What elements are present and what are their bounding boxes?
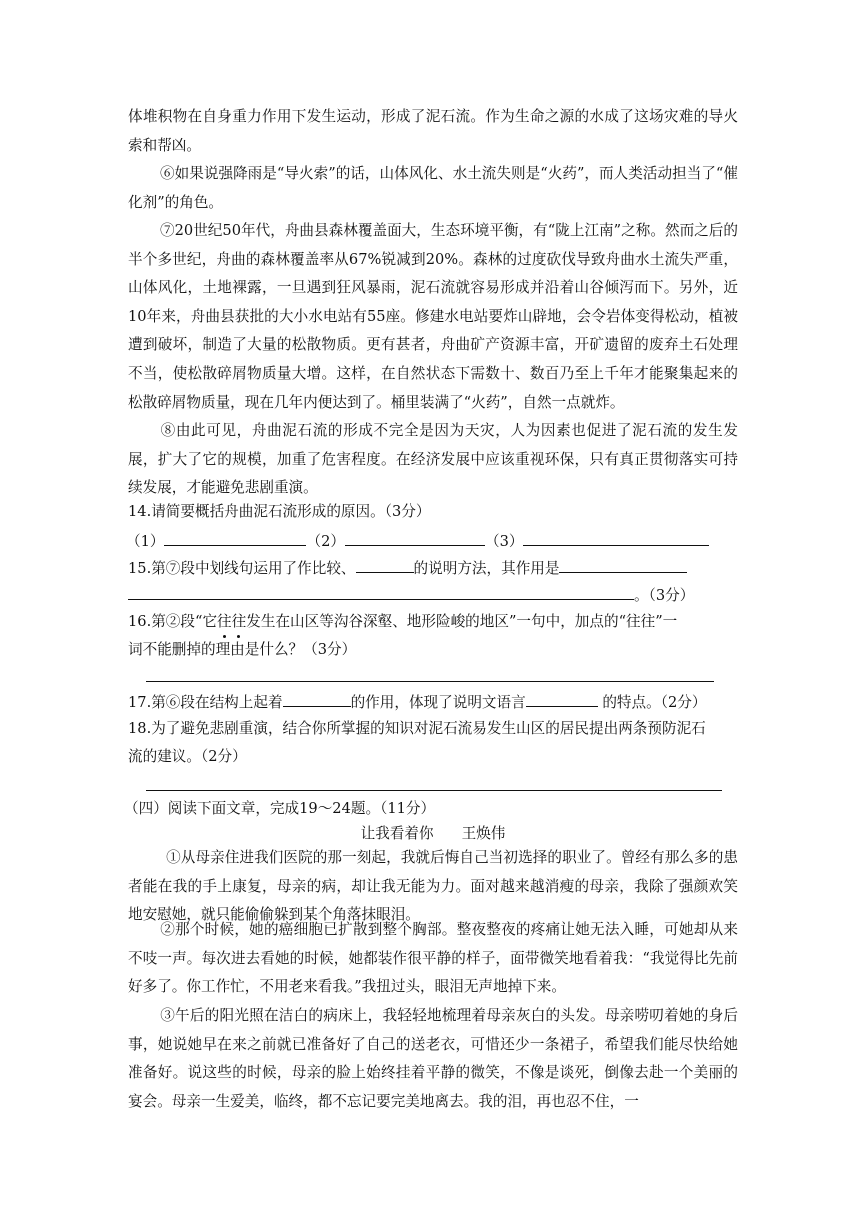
emphasis-char-1: 往 [217,613,232,630]
question-17-text-c: 的特点。（2分） [597,694,707,711]
question-15-blank-3[interactable] [128,584,634,600]
article-paragraph-3-text: ③午后的阳光照在洁白的病床上，我轻轻地梳理着母亲灰白的头发。母亲唠叨着她的身后事，她说她早在来之前就已准备好了自己的送老衣，可惜还少一条裙子，希望我们能尽快给她准备好。说这些的时候，母亲的脸上始终挂着平静的微笑，不像是谈死，倒像去赴一个美丽的宴会。母亲一生爱美，临终，都不忘记要完美地离去。我的泪，再也忍不住，一 [128,1007,738,1110]
question-15-blank-1[interactable] [356,557,414,573]
answer-blank-1[interactable] [164,530,306,546]
article-title: 让我看着你 [360,825,434,842]
question-15 [128,557,687,579]
paragraph-8 [128,417,738,503]
question-18: 18.为了避免悲剧重演，结合你所掌握的知识对泥石流易发生山区的居民提出两条预防泥石 [128,720,706,737]
question-17-blank-2[interactable] [526,691,598,707]
question-16-text-a: 16.第②段“它 [128,613,218,630]
question-15-text-a: 15.第⑦段中划线句运用了作比较、 [128,560,356,577]
paragraph-continuation: 体堆积物在自身重力作用下发生运动，形成了泥石流。作为生命之源的水成了这场灾难的导火索和帮凶。 [128,108,738,154]
question-17-text-b: 的作用，体现了说明文语言 [350,694,526,711]
article-paragraph-3 [128,1002,738,1116]
question-17-text-a: 17.第⑥段在结构上起着 [128,694,283,711]
article-author: 王焕伟 [461,825,506,842]
question-15-blank-2[interactable] [559,557,687,573]
question-17-blank-1[interactable] [283,691,351,707]
question-16-text-b: 发生在山区等沟谷深壑、地形险峻的地区”一句中，加点的“往往”一 [246,613,678,630]
answer-label-1: （1） [126,533,165,550]
article-paragraph-1-text: ①从母亲住进我们医院的那一刻起，我就后悔自己当初选择的职业了。曾经有那么多的患者能在我的手上康复，母亲的病，却让我无能为力。面对越来越消瘦的母亲，我除了强颜欢笑地安慰她，就只能偷偷躲到某个角落抹眼泪。 [128,849,738,924]
article-paragraph-2 [128,916,738,1002]
question-15-end: 。（3分） [634,587,695,604]
question-15-line-2 [128,584,694,606]
question-14: 14.请简要概括舟曲泥石流形成的原因。（3分） [128,503,431,520]
question-18-line-2: 流的建议。（2分） [128,748,247,765]
answer-blank-2[interactable] [345,530,485,546]
answer-label-2: （2） [306,533,345,550]
question-15-text-b: 的说明方法，其作用是 [413,560,560,577]
paragraph-6-text: ⑥如果说强降雨是“导火索”的话，山体风化、水土流失则是“火药”，而人类活动担当了“催化剂”的角色。 [128,165,738,211]
question-16-full [128,612,677,632]
article-paragraph-2-text: ②那个时候，她的癌细胞已扩散到整个胸部。整夜整夜的疼痛让她无法入睡，可她却从来不吱一声。每次进去看她的时候，她都装作很平静的样子，面带微笑地看着我：“我觉得比先前好多了。你工作忙，不用老来看我。”我扭过头，眼泪无声地掉下来。 [128,921,738,996]
paragraph-7-text: ⑦20世纪50年代，舟曲县森林覆盖面大，生态环境平衡，有“陇上江南”之称。然而之后的半个多世纪，舟曲的森林覆盖率从67%锐减到20%。森林的过度砍伐导致舟曲水土流失严重，山体风化，土地裸露，一旦遇到狂风暴雨，泥石流就容易形成并沿着山谷倾泻而下。另外，近10年来，舟曲县获批的大小水电站有55座。修建水电站要炸山辟地，会令岩体变得松动，植被遭到破坏，制造了大量的松散物质。更有甚者，舟曲矿产资源丰富，开矿遗留的废弃土石处理不当，使松散碎屑物质量大增。这样，在自然状态下需数十、数百乃至上千年才能聚集起来的松散碎屑物质量，现在几年内便达到了。桶里装满了“火药”，自然一点就炸。 [128,222,738,411]
question-14-answers [126,530,709,552]
emphasis-char-2: 往 [231,613,247,630]
answer-line-16[interactable] [146,681,714,682]
answer-label-3: （3） [484,533,524,550]
paragraph-7 [128,217,738,417]
paragraph-8-text: ⑧由此可见，舟曲泥石流的形成不完全是因为天灾，人为因素也促进了泥石流的发生发展，扩大了它的规模，加重了危害程度。在经济发展中应该重视环保，只有真正贯彻落实可持续发展，才能避免悲剧重演。 [128,422,738,497]
answer-line-18[interactable] [146,790,722,791]
section-four-heading: （四）阅读下面文章，完成19～24题。（11分） [124,800,436,817]
question-16-line-2: 词不能删掉的理由是什么？（3分） [128,641,357,658]
article-title-line [128,824,738,844]
question-17 [128,691,706,713]
paragraph-6 [128,160,738,217]
answer-blank-3[interactable] [523,530,709,546]
